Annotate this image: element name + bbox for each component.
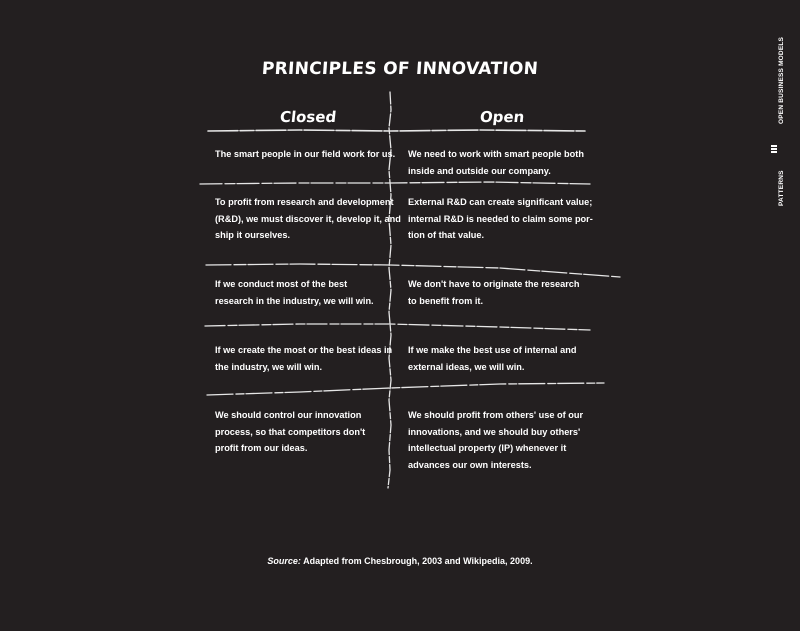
page-title: PRINCIPLES OF INNOVATION — [261, 59, 539, 79]
text-line: profit from our ideas. — [215, 443, 308, 453]
text-line: external ideas, we will win. — [408, 361, 525, 372]
text-line: If we make the best use of internal and — [408, 345, 577, 355]
text-line: (R&D), we must discover it, develop it, and — [215, 213, 401, 224]
closed-principle-2 — [215, 194, 401, 244]
text-line: We need to work with smart people both — [408, 149, 584, 159]
text-line: innovations, and we should buy others' — [408, 426, 581, 437]
closed-principle-4 — [215, 342, 392, 375]
open-principle-2 — [408, 194, 593, 244]
text-line: We should control our innovation — [215, 410, 362, 420]
open-principle-5 — [408, 407, 583, 473]
open-principle-1 — [408, 146, 584, 179]
text-line: advances our own interests. — [408, 459, 532, 470]
text-line: We should profit from others' use of our — [408, 410, 584, 420]
text-line: intellectual property (IP) whenever it — [408, 443, 567, 453]
text-line: If we create the most or the best ideas in — [215, 345, 393, 355]
text-line: To profit from research and development — [215, 197, 394, 207]
text-line: the industry, we will win. — [215, 361, 323, 372]
text-line: If we conduct most of the best — [215, 279, 348, 289]
column-header-open: Open — [479, 108, 526, 126]
source-label: Source: — [267, 556, 301, 566]
sidebar-chapter-title: PATTERNS — [778, 170, 785, 206]
sidebar-divider-icon — [771, 145, 777, 154]
sidebar-section-title: OPEN BUSINESS MODELS — [778, 36, 785, 124]
source-text: Adapted from Chesbrough, 2003 and Wikipedia, 2009. — [300, 556, 533, 566]
text-line: We don't have to originate the research — [408, 279, 580, 289]
closed-principle-1 — [215, 146, 395, 163]
text-line: research in the industry, we will win. — [215, 295, 374, 306]
closed-principle-5 — [215, 407, 365, 457]
open-principle-3 — [408, 276, 580, 309]
source-note — [0, 556, 800, 566]
text-line: internal R&D is needed to claim some por- — [408, 213, 593, 224]
column-header-closed: Closed — [279, 108, 338, 126]
text-line: tion of that value. — [408, 230, 485, 240]
text-line: External R&D can create significant value; — [408, 197, 593, 207]
text-line: ship it ourselves. — [215, 230, 291, 240]
text-line: inside and outside our company. — [408, 165, 551, 176]
text-line: to benefit from it. — [408, 295, 484, 306]
closed-principle-3 — [215, 276, 374, 309]
open-principle-4 — [408, 342, 576, 375]
text-line: process, so that competitors don't — [215, 426, 366, 437]
text-line: The smart people in our field work for us. — [215, 149, 396, 159]
